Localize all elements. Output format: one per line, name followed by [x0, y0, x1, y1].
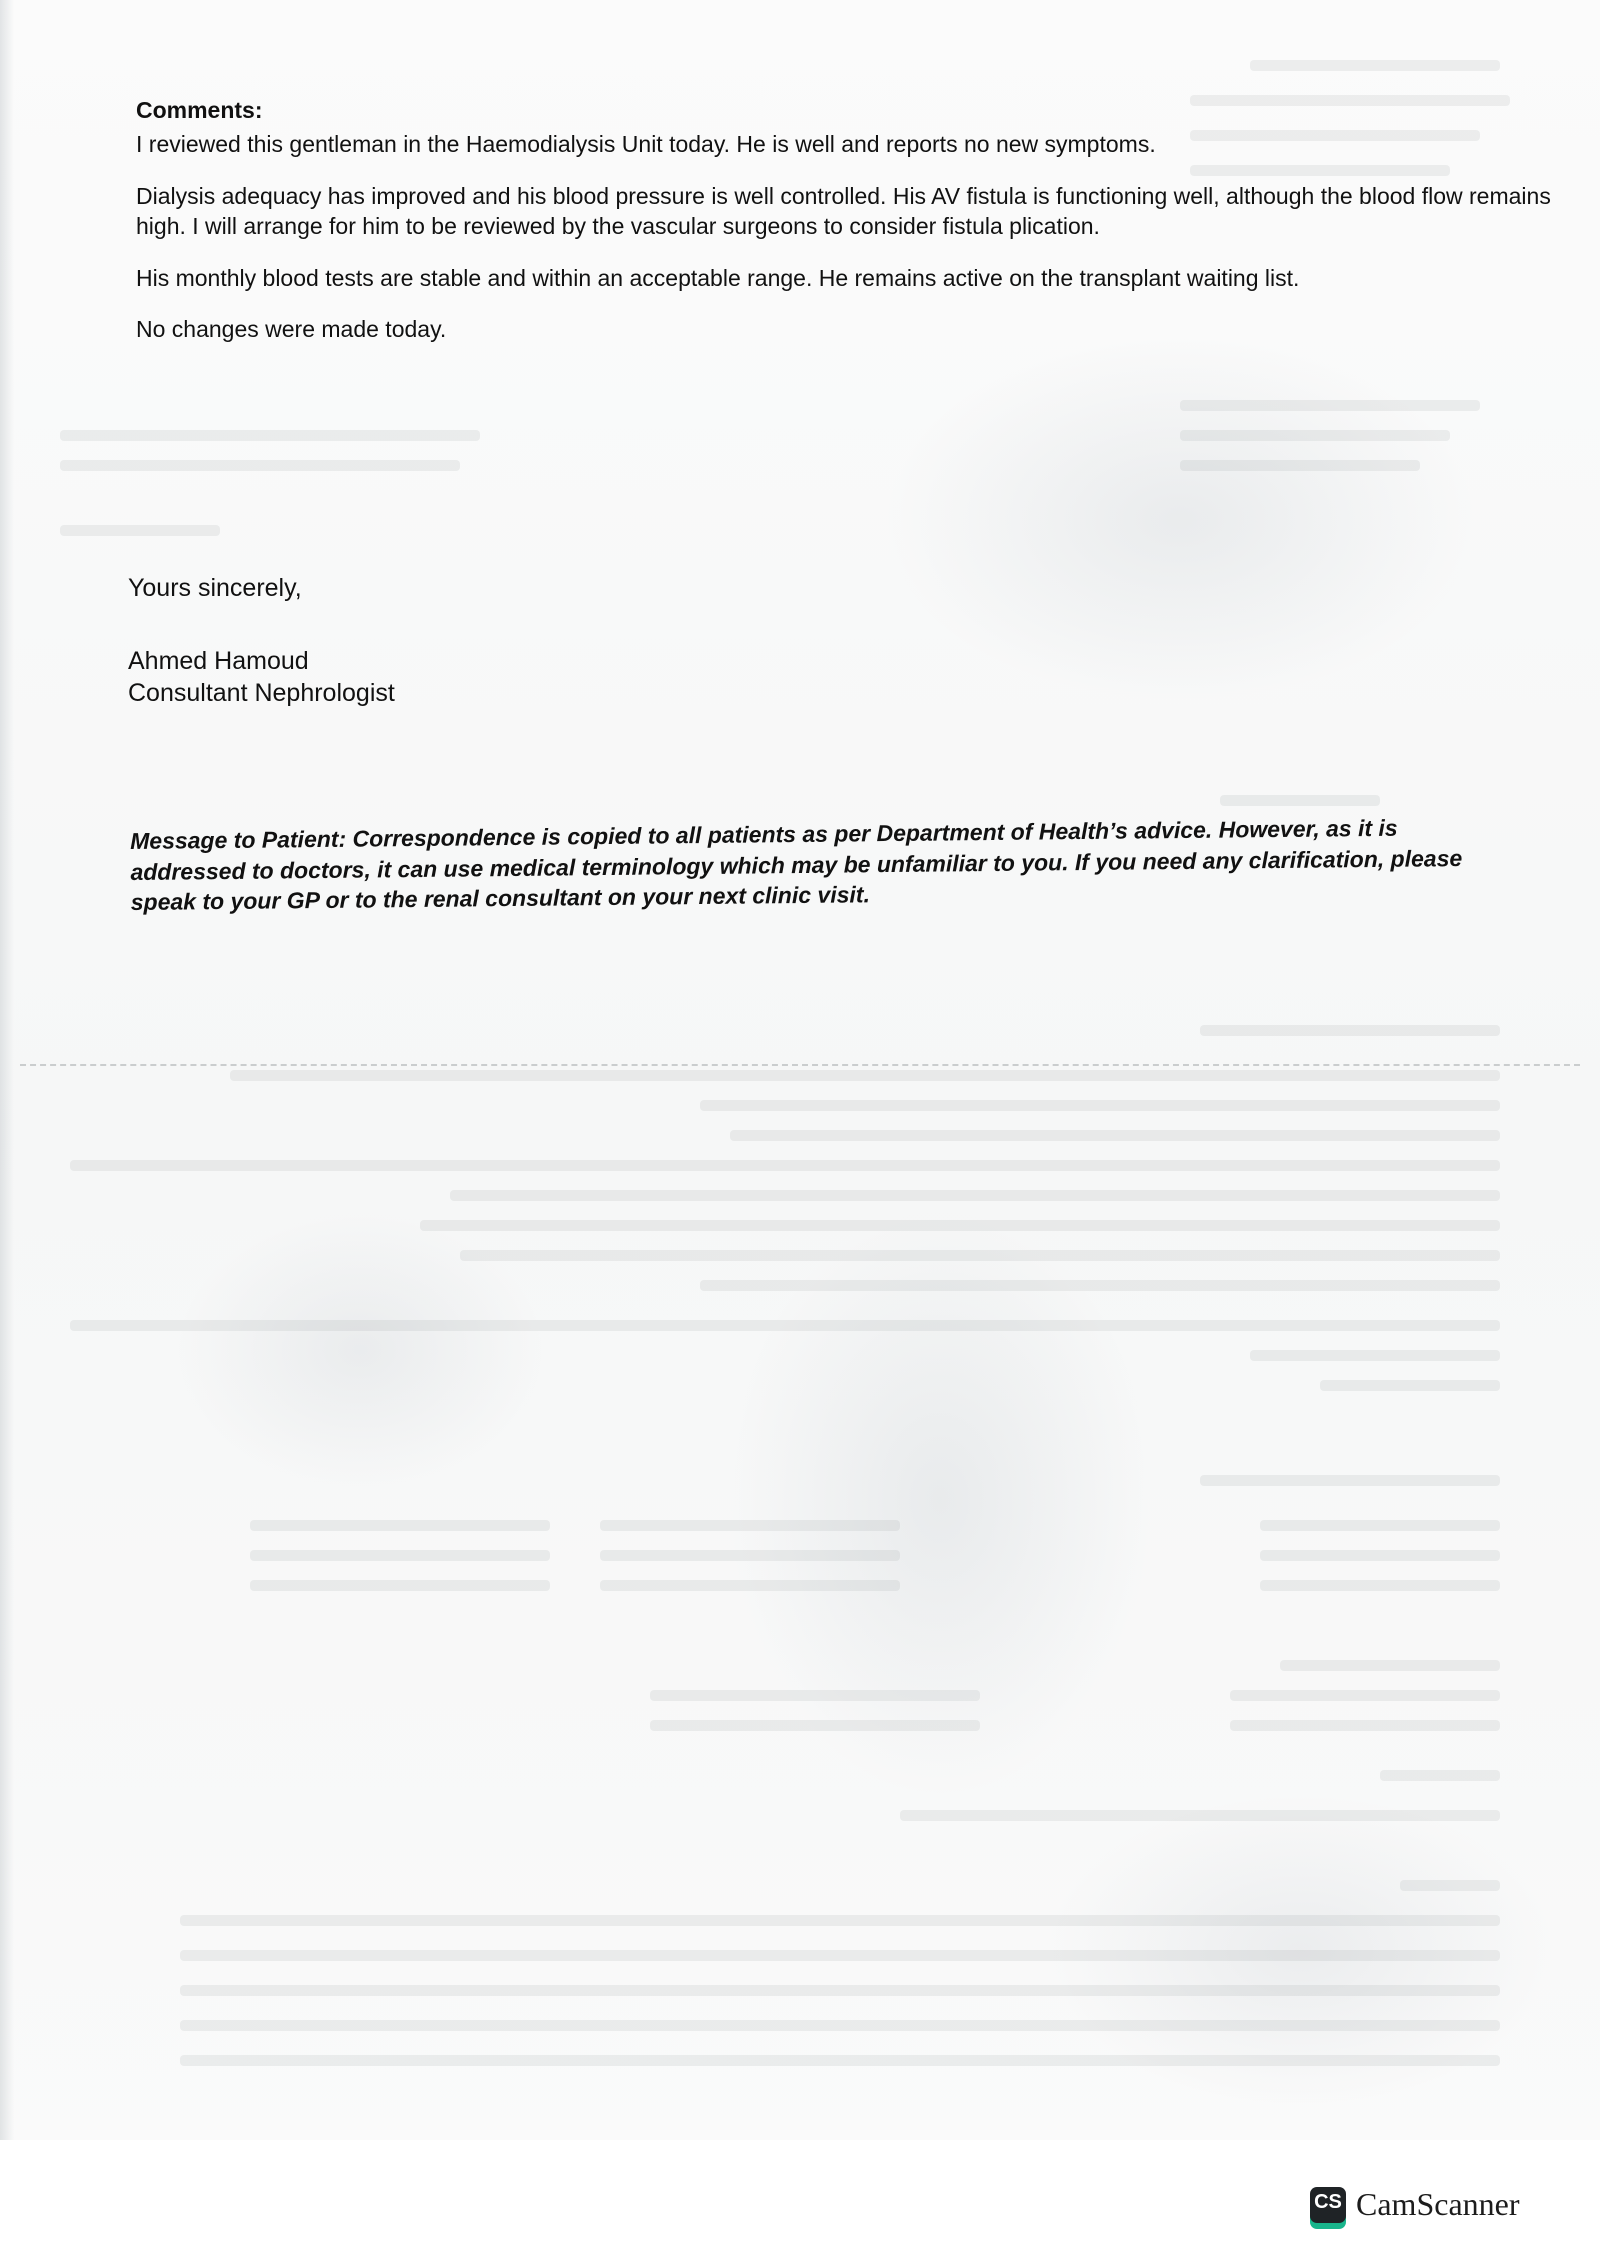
comment-paragraph: His monthly blood tests are stable and within an acceptable range. He remains active on the transplant waiting list. [136, 264, 1300, 291]
show-through-mark [250, 1550, 550, 1561]
show-through-mark [650, 1720, 980, 1731]
letter-closing [128, 573, 395, 709]
comment-paragraph: I reviewed this gentleman in the Haemodialysis Unit today. He is well and reports no new symptoms. [136, 130, 1156, 157]
camscanner-brand-text: CamScanner [1356, 2186, 1520, 2222]
paper-fold-crease [20, 1064, 1580, 1066]
signatory-name: Ahmed Hamoud [128, 647, 309, 676]
show-through-mark [60, 430, 480, 441]
show-through-mark [1180, 430, 1450, 441]
show-through-mark [450, 1190, 1500, 1201]
show-through-mark [1250, 60, 1500, 71]
camscanner-logo-label: CS [1314, 2190, 1342, 2213]
camscanner-watermark [1310, 2186, 1520, 2223]
show-through-mark [600, 1550, 900, 1561]
comments-heading: Comments: [136, 97, 263, 123]
show-through-mark [250, 1580, 550, 1591]
show-through-mark [1280, 1660, 1500, 1671]
show-through-mark [180, 1985, 1500, 1996]
show-through-mark [600, 1580, 900, 1591]
show-through-mark [900, 1810, 1500, 1821]
show-through-mark [1180, 460, 1420, 471]
signoff: Yours sincerely, [128, 574, 302, 602]
show-through-mark [60, 525, 220, 536]
show-through-mark [1180, 400, 1480, 411]
show-through-mark [250, 1520, 550, 1531]
show-through-mark [180, 2020, 1500, 2031]
paper-shadow-edge [0, 0, 14, 2140]
show-through-mark [180, 2055, 1500, 2066]
show-through-mark [180, 1950, 1500, 1961]
show-through-mark [650, 1690, 980, 1701]
show-through-mark [1260, 1580, 1500, 1591]
show-through-mark [730, 1130, 1500, 1141]
show-through-mark [1320, 1380, 1500, 1391]
show-through-mark [1200, 1025, 1500, 1036]
show-through-mark [1260, 1520, 1500, 1531]
show-through-mark [230, 1070, 1500, 1081]
show-through-mark [600, 1520, 900, 1531]
show-through-mark [70, 1320, 1500, 1331]
show-through-mark [700, 1100, 1500, 1111]
show-through-mark [180, 1915, 1500, 1926]
show-through-mark [1250, 1350, 1500, 1361]
comment-paragraph: Dialysis adequacy has improved and his blood pressure is well controlled. His AV fistula is functioning well, although the blood flow remains high. I will arrange for him to be reviewed by the vascular surgeons to consider fistula plication. [136, 182, 1551, 239]
comments-section [136, 96, 1556, 367]
comment-paragraph: No changes were made today. [136, 316, 447, 343]
show-through-mark [1230, 1690, 1500, 1701]
show-through-mark [1380, 1770, 1500, 1781]
show-through-mark [60, 460, 460, 471]
show-through-mark [1230, 1720, 1500, 1731]
signatory-role: Consultant Nephrologist [128, 678, 395, 707]
camscanner-logo-icon [1310, 2187, 1346, 2223]
show-through-mark [1400, 1880, 1500, 1891]
show-through-mark [1200, 1475, 1500, 1486]
show-through-mark [70, 1160, 1500, 1171]
show-through-mark [460, 1250, 1500, 1261]
show-through-mark [700, 1280, 1500, 1291]
message-to-patient: Message to Patient: Correspondence is copied to all patients as per Department of Health’s advice. However, as it is addressed to doctors, it can use medical terminology which may be unfamiliar to you. If you need any clarification, please speak to your GP or to the renal consultant on your next clinic visit. [130, 814, 1463, 916]
show-through-mark [1260, 1550, 1500, 1561]
show-through-mark [1220, 795, 1380, 806]
show-through-mark [420, 1220, 1500, 1231]
